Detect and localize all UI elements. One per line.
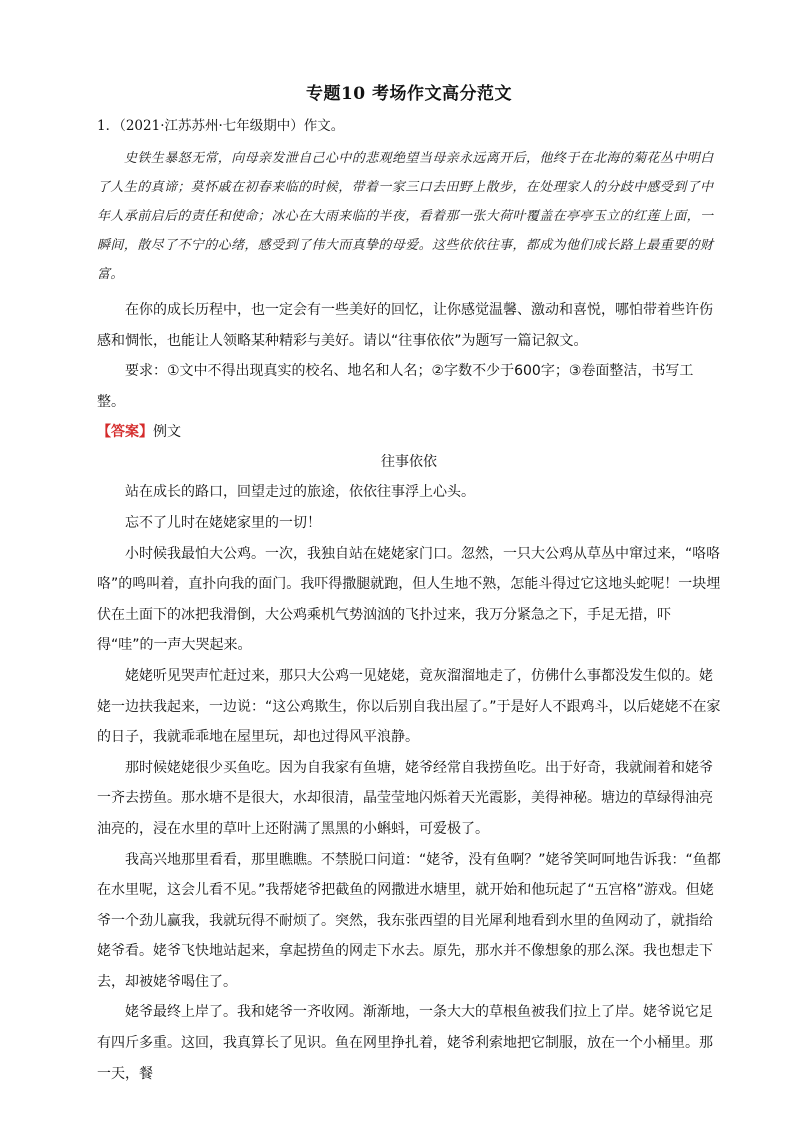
essay-paragraph: 小时候我最怕大公鸡。一次，我独自站在姥姥家门口。忽然，一只大公鸡从草丛中窜过来，“咯咯咯”的鸣叫着，直扑向我的面门。我吓得撒腿就跑，但人生地不熟，怎能斗得过它这地头蛇呢！一块埋伏在土面下的冰把我滑倒，大公鸡乘机气势汹汹的飞扑过来，我万分紧急之下，手足无措，吓得“哇”的一声大哭起来。 bbox=[97, 545, 721, 654]
prompt-material: 史铁生暴怒无常，向母亲发泄自己心中的悲观绝望当母亲永远离开后，他终于在北海的菊花丛中明白了人生的真谛；莫怀戚在初春来临的时候，带着一家三口去田野上散步，在处理家人的分歧中感受到了中年人承前启后的责任和使命；冰心在大雨来临的半夜，看着那一张大荷叶覆盖在亭亭玉立的红莲上面，一瞬间，散尽了不宁的心绪，感受到了伟大而真挚的母爱。这些依依往事，都成为他们成长路上最重要的财富。 bbox=[97, 151, 714, 282]
requirements-paragraph: 要求：①文中不得出现真实的校名、地名和人名；②字数不少于600字；③卷面整洁，书写工整。 bbox=[97, 363, 694, 410]
question-intro: 1．（2021·江苏苏州·七年级期中）作文。 bbox=[97, 118, 345, 134]
essay-paragraph: 站在成长的路口，回望走过的旅途，依依往事浮上心头。 bbox=[125, 484, 475, 501]
essay-title: 往事依依 bbox=[381, 454, 437, 471]
essay-paragraph: 那时候姥姥很少买鱼吃。因为自我家有鱼塘，姥爷经常自我捞鱼吃。出于好奇，我就闹着和姥爷一齐去捞鱼。那水塘不是很大，水却很清，晶莹莹地闪烁着天光霞影，美得神秘。塘边的草绿得油亮油亮的，浸在水里的草叶上还附满了黑黑的小蝌蚪，可爱极了。 bbox=[97, 759, 713, 837]
prompt-paragraph: 在你的成长历程中，也一定会有一些美好的回忆，让你感觉温馨、激动和喜悦，哪怕带着些许伤感和惆怅，也能让人领略某种精彩与美好。请以“往事依依”为题写一篇记叙文。 bbox=[97, 302, 713, 349]
document-content bbox=[97, 80, 721, 1089]
document-title: 专题10 考场作文高分范文 bbox=[305, 84, 513, 104]
essay-paragraph: 姥爷最终上岸了。我和姥爷一齐收网。渐渐地，一条大大的草根鱼被我们拉上了岸。姥爷说它足有四斤多重。这回，我真算长了见识。鱼在网里挣扎着，姥爷利索地把它制服，放在一个小桶里。那一天，餐 bbox=[97, 1004, 713, 1082]
answer-text: 例文 bbox=[153, 424, 181, 441]
answer-label bbox=[97, 417, 721, 447]
answer-tag: 【答案】 bbox=[97, 424, 153, 441]
essay-paragraph: 姥姥听见哭声忙赶过来，那只大公鸡一见姥姥，竟灰溜溜地走了，仿佛什么事都没发生似的。姥姥一边扶我起来，一边说：“这公鸡欺生，你以后别自我出屋了。”于是好人不跟鸡斗，以后姥姥不在家的日子，我就乖乖地在屋里玩，却也过得风平浪静。 bbox=[97, 667, 721, 746]
essay-paragraph: 忘不了儿时在姥姥家里的一切！ bbox=[125, 514, 321, 531]
essay-paragraph: 我高兴地那里看看，那里瞧瞧。不禁脱口问道：“姥爷，没有鱼啊？”姥爷笑呵呵地告诉我：“鱼都在水里呢，这会儿看不见。”我帮姥爷把截鱼的网撒进水塘里，就开始和他玩起了“五宫格”游戏。但姥爷一个劲儿赢我，我就玩得不耐烦了。突然，我东张西望的目光犀利地看到水里的鱼网动了，就指给姥爷看。姥爷飞快地站起来，拿起捞鱼的网走下水去。原先，那水并不像想象的那么深。我也想走下去，却被姥爷喝住了。 bbox=[97, 851, 721, 990]
